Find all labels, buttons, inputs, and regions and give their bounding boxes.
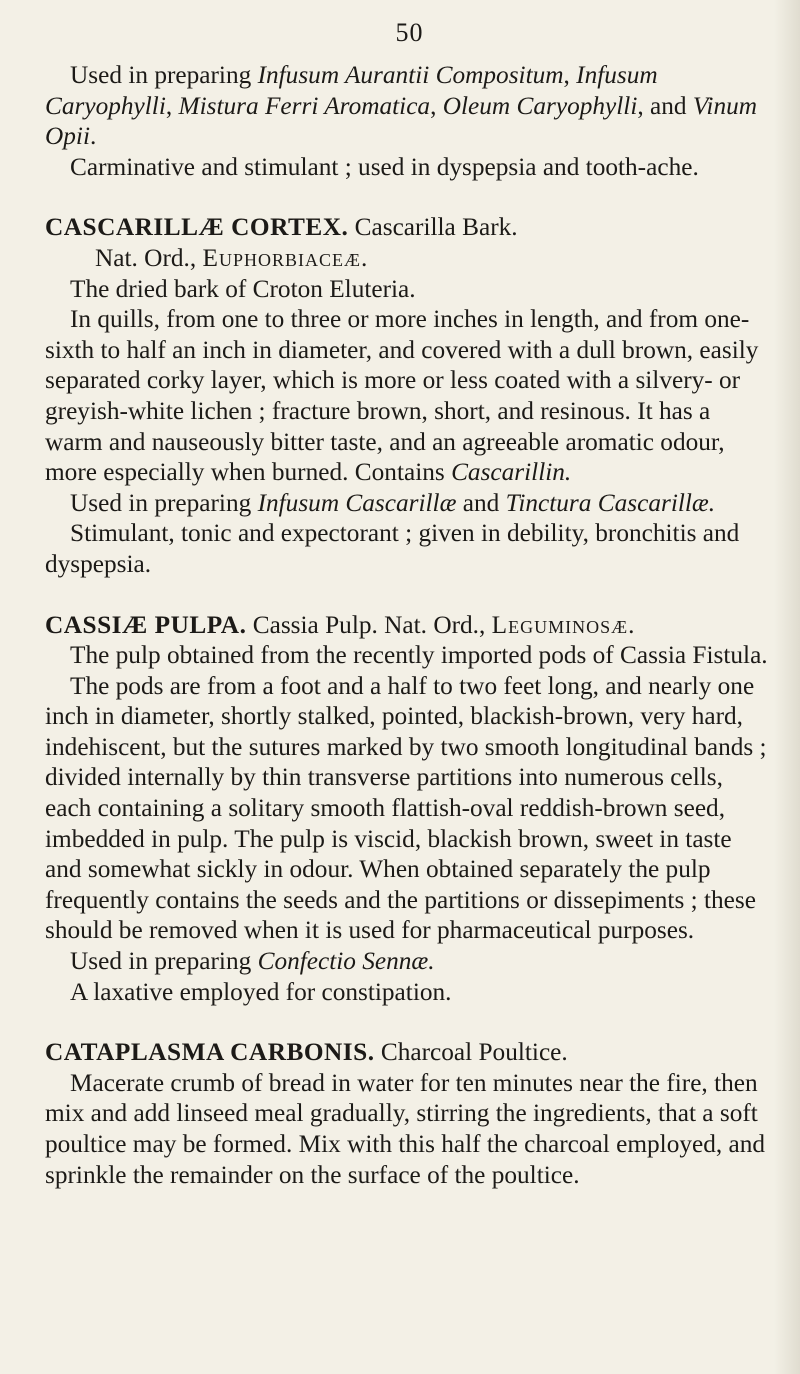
description-paragraph: The pods are from a foot and a half to two feet long, and nearly one inch in diameter, shortly stalked, pointed, blackish-brown, very hard, indehiscent, but the sutures marked by two smooth longitudinal bands ; divided internally by thin transverse partitions into numerous cells, each containing a solitary smooth flattish-oval reddish-brown seed, imbedded in pulp. The pulp is viscid, blackish brown, sweet in taste and somewhat sickly in odour. When obtained separately the pulp frequently contains the seeds and the partitions or dissepiments ; these should be removed when it is used for pharmaceutical purposes.: [45, 671, 767, 945]
page-edge-shadow: [774, 0, 800, 1374]
entry-latin-name: CASCARILLÆ CORTEX.: [45, 213, 349, 242]
entry-latin-name: CASSIÆ PULPA.: [45, 610, 247, 639]
definition-paragraph: The dried bark of Croton Eluteria.: [70, 274, 416, 303]
entry-heading: [45, 610, 774, 641]
entry-heading: [45, 212, 774, 243]
used-in-paragraph: Used in preparing Infusum Cascarillæ and Tinctura Cascarillæ.: [70, 488, 716, 517]
entry-english-name: Cassia Pulp.: [252, 610, 378, 639]
entry-cascarilla: [45, 212, 774, 579]
used-in-paragraph: Used in preparing Confectio Sennæ.: [70, 947, 435, 976]
action-paragraph: Carminative and stimulant ; used in dyspepsia and tooth-ache.: [70, 152, 699, 181]
entry-cassia-pulp: [45, 610, 774, 1008]
entry-english-name: Cascarilla Bark.: [354, 213, 518, 242]
action-paragraph: Stimulant, tonic and expectorant ; given in debility, bronchitis and dyspepsia.: [45, 519, 740, 578]
action-paragraph: A laxative employed for constipation.: [70, 977, 452, 1006]
entry-charcoal-poultice: [45, 1037, 774, 1190]
entry-heading: [45, 1037, 774, 1068]
natural-order: Nat. Ord., Leguminosæ.: [384, 610, 636, 639]
description-paragraph: In quills, from one to three or more inches in length, and from one-sixth to half an inch in diameter, and covered with a dull brown, easily separated corky layer, which is more or less coated with a silvery- or greyish-white lichen ; fracture brown, short, and resinous. It has a warm and nauseously bitter taste, and an agreeable aromatic odour, more especially when burned. Contains Cascarillin.: [45, 305, 759, 487]
page-number: 50: [395, 18, 424, 47]
entry-english-name: Charcoal Poultice.: [380, 1038, 568, 1067]
natural-order: Nat. Ord., Euphorbiaceæ.: [95, 243, 369, 272]
intro-block: [45, 60, 774, 182]
entry-latin-name: CATAPLASMA CARBONIS.: [45, 1038, 375, 1067]
definition-paragraph: The pulp obtained from the recently imported pods of Cassia Fistula.: [70, 641, 768, 670]
used-in-paragraph: Used in preparing Infusum Aurantii Compositum, Infusum Caryophylli, Mistura Ferri Aromatica, Oleum Caryophylli, and Vinum Opii.: [45, 61, 758, 151]
description-paragraph: Macerate crumb of bread in water for ten minutes near the fire, then mix and add linseed meal gradually, stirring the ingredients, that a soft poultice may be formed. Mix with this half the charcoal employed, and sprinkle the remainder on the surface of the poultice.: [45, 1068, 766, 1189]
